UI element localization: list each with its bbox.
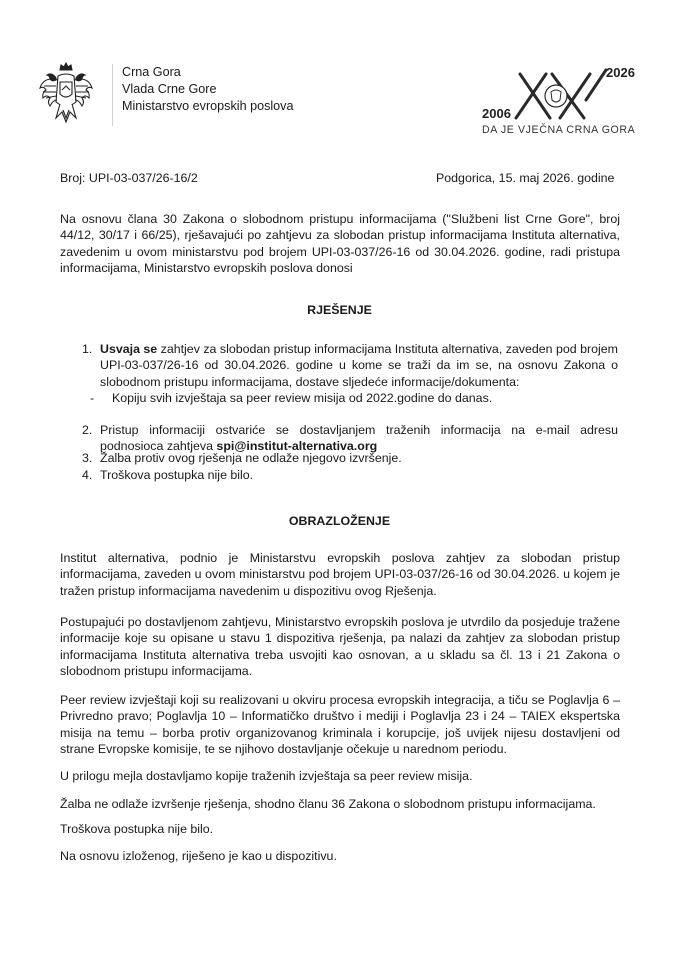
item-number: 2. [82, 423, 93, 437]
item-text: Troškova postupka nije bilo. [100, 468, 254, 482]
institution-header [122, 64, 294, 115]
dash-bullet: - [90, 391, 95, 405]
item-number: 1. [82, 342, 93, 356]
decision-item-4 [60, 467, 620, 484]
item-number: 3. [82, 451, 93, 465]
header-divider [112, 64, 113, 126]
reasoning-paragraph-4: U prilogu mejla dostavljamo kopije traženih izvještaja sa peer review misija. [60, 769, 473, 783]
reasoning-title: OBRAZLOŽENJE [288, 514, 391, 528]
coat-of-arms-icon [38, 62, 94, 128]
reasoning-paragraph-7: Na osnovu izloženog, riješeno je kao u dispozitivu. [60, 849, 337, 863]
item-rest-text: zahtjev za slobodan pristup informacijama Instituta alternativa, zaveden pod brojem UPI-03-037/26-16 od 30.04.2026. godine u kome se traži da im se, na osnovu Zakona o slobodnom pristupu informacijama, dostave sljedeće informacije/dokumenta: [100, 342, 618, 389]
reasoning-paragraph-3: Peer review izvještaji koji su realizovani u okviru procesa evropskih integracija, a tiču se Poglavlja 6 – Privredno pravo; Poglavlja 10 – Informatičko društvo i mediji i Poglavlja 23 i 24 – TAIEX ekspertska misija na temu – borba protiv organizovanog kriminala i korupcije, još uvijek nijesu dostavljeni od strane Evropske komisije, te se njihovo dostavljanje očekuje u narednom periodu. [60, 693, 620, 757]
reasoning-paragraph-2: Postupajući po dostavljenom zahtjevu, Ministarstvo evropskih poslova je utvrdilo da posjeduje tražene informacije koje su opisane u stavu 1 dispozitiva rješenja, pa nalazi da zahtjev za slobodan pristup informacijama Instituta alternativa treba usvojiti kao osnovan, a u skladu sa čl. 13 i 21 Zakona o slobodnom pristupu informacijama. [60, 615, 620, 679]
ministry-name: Ministarstvo evropskih poslova [122, 99, 294, 113]
reasoning-paragraph-6: Troškova postupka nije bilo. [60, 822, 214, 836]
item-text [100, 341, 618, 390]
reasoning-paragraph-5: Žalba ne odlaže izvršenje rješenja, shodno članu 36 Zakona o slobodnom pristupu informacijama. [60, 797, 596, 811]
government-name: Vlada Crne Gore [122, 82, 217, 96]
logo-year-left: 2006 [482, 106, 511, 121]
decision-subitem [60, 390, 620, 407]
intro-paragraph: Na osnovu člana 30 Zakona o slobodnom pristupu informacijama ("Službeni list Crne Gore", broj 44/12, 30/17 i 66/25), rješavajući po zahtjevu za slobodan pristup informacijama Instituta alternativa, zavedenim u ovom ministarstvu pod brojem UPI-03-037/26-16 od 30.04.2026. godine, radi pristupa informacijama, Ministarstvo evropskih poslova donosi [60, 212, 620, 276]
item-bold-text: Usvaja se [100, 342, 158, 356]
logo-year-right: 2026 [606, 65, 635, 80]
item-rest-text: Pristup informaciji ostvariće se dostavljanjem traženih informacija na e-mail adresu podnosioca zahtjeva [100, 423, 618, 454]
decision-item-3 [60, 450, 620, 467]
subitem-text: Kopiju svih izvještaja sa peer review misija od 2022.godine do danas. [112, 391, 493, 405]
decision-item-1 [60, 341, 620, 391]
country-name: Crna Gora [122, 65, 181, 79]
decision-title: RJEŠENJE [307, 303, 372, 317]
place-and-date: Podgorica, 15. maj 2026. godine [436, 171, 615, 185]
document-number: Broj: UPI-03-037/26-16/2 [60, 171, 198, 185]
item-number: 4. [82, 468, 93, 482]
item-text: Žalba protiv ovog rješenja ne odlaže njegovo izvršenje. [100, 451, 402, 465]
logo-caption: DA JE VJEČNA CRNA GORA [482, 124, 636, 136]
email-address: spi@institut-alternativa.org [216, 439, 378, 454]
reasoning-paragraph-1: Institut alternativa, podnio je Ministarstvu evropskih poslova zahtjev za slobodan pristup informacijama, zaveden u ovom ministarstvu pod brojem UPI-03-037/26-16 od 30.04.2026. u kojem je tražen pristup informacijama navedenim u dispozitivu ovog Rješenja. [60, 551, 620, 598]
